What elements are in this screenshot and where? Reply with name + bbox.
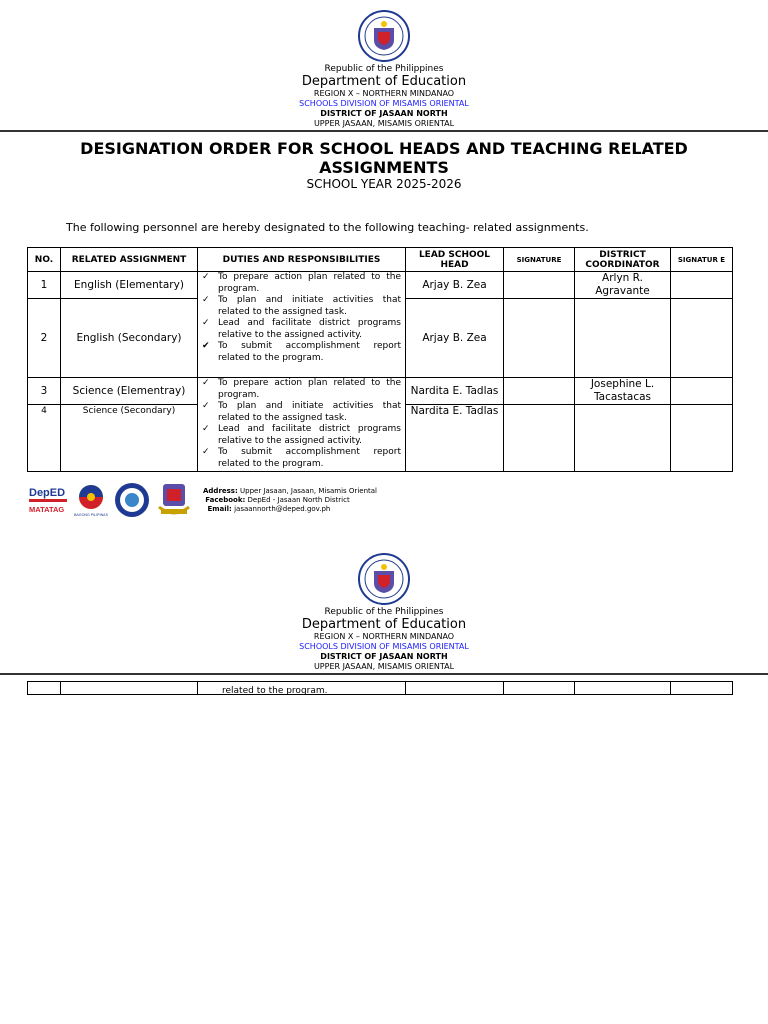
row-head: Nardita E. Tadlas — [406, 378, 504, 405]
overflow-duty-text: related to the program. — [222, 686, 328, 696]
header-divider — [0, 130, 768, 132]
row-no: 1 — [28, 272, 61, 299]
duty-item: ✓ To plan and initiate activities that related to the assigned task. — [202, 401, 401, 423]
check-icon: ✓ — [202, 318, 210, 328]
location-text: UPPER JASAAN, MISAMIS ORIENTAL — [313, 662, 455, 671]
page2-header — [0, 553, 768, 672]
table-row — [28, 682, 733, 695]
deped-seal-icon — [358, 553, 410, 605]
designation-table — [27, 247, 733, 472]
row-signature2 — [671, 378, 733, 405]
deped-matatag-logo-icon — [27, 482, 69, 518]
header-head: LEAD SCHOOL HEAD — [406, 248, 504, 272]
duty-item: ✓ To prepare action plan related to the program. — [202, 378, 401, 400]
bagong-pilipinas-logo-icon — [73, 482, 109, 518]
row-assignment: English (Elementary) — [61, 272, 198, 299]
header-assignment: RELATED ASSIGNMENT — [61, 248, 198, 272]
header-coordinator: DISTRICT COORDINATOR — [575, 248, 671, 272]
row-assignment: English (Secondary) — [61, 299, 198, 378]
header-no: NO. — [28, 248, 61, 272]
row-coordinator: Arlyn R. Agravante — [575, 272, 671, 299]
check-icon: ✓ — [202, 295, 210, 305]
row-head: Nardita E. Tadlas — [406, 405, 504, 472]
row-no: 2 — [28, 299, 61, 378]
table-row — [28, 272, 733, 299]
duty-item: ✔ To submit accomplishment report related to the program. — [202, 341, 401, 363]
row-signature — [504, 272, 575, 299]
table-header-row — [28, 248, 733, 272]
row-coordinator — [575, 405, 671, 472]
row-assignment: Science (Elementray) — [61, 378, 198, 405]
district-text: DISTRICT OF JASAAN NORTH — [320, 109, 448, 118]
address-text: Upper Jasaan, Jasaan, Misamis Oriental — [240, 486, 377, 495]
check-icon: ✓ — [202, 272, 210, 282]
row-no: 4 — [28, 405, 61, 472]
division-text: SCHOOLS DIVISION OF MISAMIS ORIENTAL — [299, 99, 469, 108]
division-text: SCHOOLS DIVISION OF MISAMIS ORIENTAL — [299, 642, 469, 651]
table-row — [28, 378, 733, 405]
row-signature2 — [671, 272, 733, 299]
svg-text:BAGONG PILIPINAS: BAGONG PILIPINAS — [74, 513, 108, 517]
duty-item: ✓ To prepare action plan related to the program. — [202, 272, 401, 294]
row-signature — [504, 378, 575, 405]
department-text: Department of Education — [301, 74, 467, 89]
region-text: REGION X – NORTHERN MINDANAO — [313, 632, 455, 641]
check-icon: ✓ — [202, 424, 210, 434]
duty-item: ✓ Lead and facilitate district programs relative to the assigned activity. — [202, 318, 401, 340]
page-footer — [27, 480, 377, 520]
republic-text: Republic of the Philippines — [324, 64, 444, 74]
republic-text: Republic of the Philippines — [324, 607, 444, 617]
continuation-table — [27, 681, 733, 695]
row-head: Arjay B. Zea — [406, 272, 504, 299]
deped-seal-icon — [358, 10, 410, 62]
row-coordinator: Josephine L. Tacastacas — [575, 378, 671, 405]
check-icon: ✓ — [202, 401, 210, 411]
duties-cell — [198, 272, 406, 378]
location-text: UPPER JASAAN, MISAMIS ORIENTAL — [313, 119, 455, 128]
region-text: REGION X – NORTHERN MINDANAO — [313, 89, 455, 98]
division-seal-icon — [113, 482, 151, 518]
row-assignment: Science (Secondary) — [61, 405, 198, 472]
header-duties: DUTIES AND RESPONSIBILITIES — [198, 248, 406, 272]
contact-info: Address: Upper Jasaan, Jasaan, Misamis Oriental Facebook: DepEd - Jasaan North District Email: jasaannorth@deped.gov.ph — [203, 486, 377, 513]
row-head: Arjay B. Zea — [406, 299, 504, 378]
svg-text:DepED: DepED — [29, 487, 66, 499]
check-icon: ✓ — [202, 378, 210, 388]
row-signature — [504, 299, 575, 378]
row-signature2 — [671, 405, 733, 472]
duty-item: ✓ To submit accomplishment report related to the program. — [202, 447, 401, 469]
facebook-text: DepEd - Jasaan North District — [247, 495, 350, 504]
header-signature2: SIGNATUR E — [671, 248, 733, 272]
document-title: DESIGNATION ORDER FOR SCHOOL HEADS AND TEACHING RELATED ASSIGNMENTS — [80, 139, 688, 177]
row-signature — [504, 405, 575, 472]
intro-text: The following personnel are hereby designated to the following teaching- related assignments. — [66, 221, 589, 234]
duty-item: ✓ To plan and initiate activities that related to the assigned task. — [202, 295, 401, 317]
check-icon: ✔ — [202, 341, 210, 351]
duties-cell — [198, 378, 406, 472]
row-no: 3 — [28, 378, 61, 405]
department-text: Department of Education — [301, 617, 467, 632]
duty-item: ✓ Lead and facilitate district programs relative to the assigned activity. — [202, 424, 401, 446]
header-signature: SIGNATURE — [504, 248, 575, 272]
check-icon: ✓ — [202, 447, 210, 457]
row-signature2 — [671, 299, 733, 378]
district-seal-icon — [155, 481, 193, 519]
svg-text:MATATAG: MATATAG — [29, 505, 65, 514]
page1-header — [0, 10, 768, 129]
email-text: jasaannorth@deped.gov.ph — [234, 504, 331, 513]
row-coordinator — [575, 299, 671, 378]
district-text: DISTRICT OF JASAAN NORTH — [320, 652, 448, 661]
school-year: SCHOOL YEAR 2025-2026 — [306, 177, 462, 191]
header-divider — [0, 673, 768, 675]
